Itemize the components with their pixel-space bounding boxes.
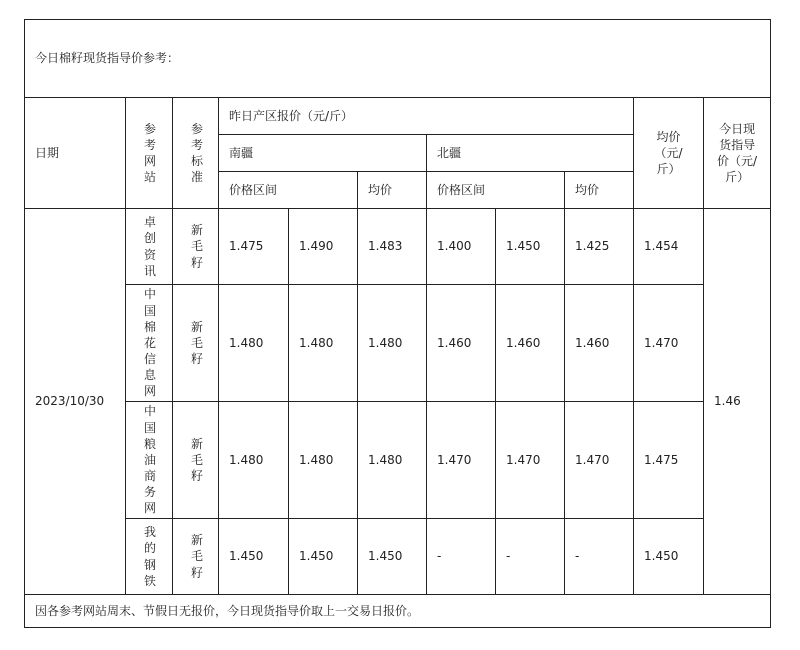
table-row <box>25 209 771 285</box>
site-cell: 卓创资讯 <box>126 209 173 285</box>
south-high-cell: 1.490 <box>289 209 358 285</box>
south-high-cell: 1.480 <box>289 285 358 402</box>
header-standard: 参考标准 <box>173 98 219 209</box>
header-row-1 <box>25 98 771 135</box>
avg-cell: 1.475 <box>634 402 704 519</box>
table-row <box>25 285 771 402</box>
header-site: 参考网站 <box>126 98 173 209</box>
north-high-cell: - <box>496 519 565 595</box>
north-low-cell: 1.460 <box>427 285 496 402</box>
title-row <box>25 20 771 98</box>
avg-cell: 1.450 <box>634 519 704 595</box>
south-low-cell: 1.480 <box>219 402 289 519</box>
table-title: 今日棉籽现货指导价参考： <box>25 20 771 98</box>
header-yesterday: 昨日产区报价（元/斤） <box>219 98 634 135</box>
header-today: 今日现货指导价（元/斤） <box>704 98 771 209</box>
north-avg-cell: 1.470 <box>565 402 634 519</box>
standard-cell: 新毛籽 <box>173 285 219 402</box>
header-north-avg: 均价 <box>565 172 634 209</box>
avg-cell: 1.454 <box>634 209 704 285</box>
price-table <box>24 19 771 628</box>
date-cell: 2023/10/30 <box>25 209 126 595</box>
header-north: 北疆 <box>427 135 634 172</box>
site-cell: 我的钢铁 <box>126 519 173 595</box>
table-row <box>25 402 771 519</box>
south-avg-cell: 1.480 <box>358 402 427 519</box>
header-avg-unit: 均价（元/斤） <box>634 98 704 209</box>
avg-cell: 1.470 <box>634 285 704 402</box>
south-high-cell: 1.450 <box>289 519 358 595</box>
south-low-cell: 1.475 <box>219 209 289 285</box>
south-low-cell: 1.480 <box>219 285 289 402</box>
header-north-range: 价格区间 <box>427 172 565 209</box>
north-high-cell: 1.460 <box>496 285 565 402</box>
table-row <box>25 519 771 595</box>
south-low-cell: 1.450 <box>219 519 289 595</box>
north-low-cell: - <box>427 519 496 595</box>
south-avg-cell: 1.480 <box>358 285 427 402</box>
price-table-container <box>24 19 770 628</box>
north-avg-cell: 1.425 <box>565 209 634 285</box>
south-avg-cell: 1.483 <box>358 209 427 285</box>
today-price-cell: 1.46 <box>704 209 771 595</box>
standard-cell: 新毛籽 <box>173 402 219 519</box>
north-high-cell: 1.450 <box>496 209 565 285</box>
south-avg-cell: 1.450 <box>358 519 427 595</box>
north-low-cell: 1.400 <box>427 209 496 285</box>
north-avg-cell: - <box>565 519 634 595</box>
standard-cell: 新毛籽 <box>173 519 219 595</box>
south-high-cell: 1.480 <box>289 402 358 519</box>
header-date: 日期 <box>25 98 126 209</box>
header-south-range: 价格区间 <box>219 172 358 209</box>
header-south-avg: 均价 <box>358 172 427 209</box>
site-cell: 中国棉花信息网 <box>126 285 173 402</box>
site-cell: 中国粮油商务网 <box>126 402 173 519</box>
standard-cell: 新毛籽 <box>173 209 219 285</box>
north-avg-cell: 1.460 <box>565 285 634 402</box>
header-south: 南疆 <box>219 135 427 172</box>
footnote-row <box>25 595 771 628</box>
north-high-cell: 1.470 <box>496 402 565 519</box>
north-low-cell: 1.470 <box>427 402 496 519</box>
footnote: 因各参考网站周末、节假日无报价，今日现货指导价取上一交易日报价。 <box>25 595 771 628</box>
